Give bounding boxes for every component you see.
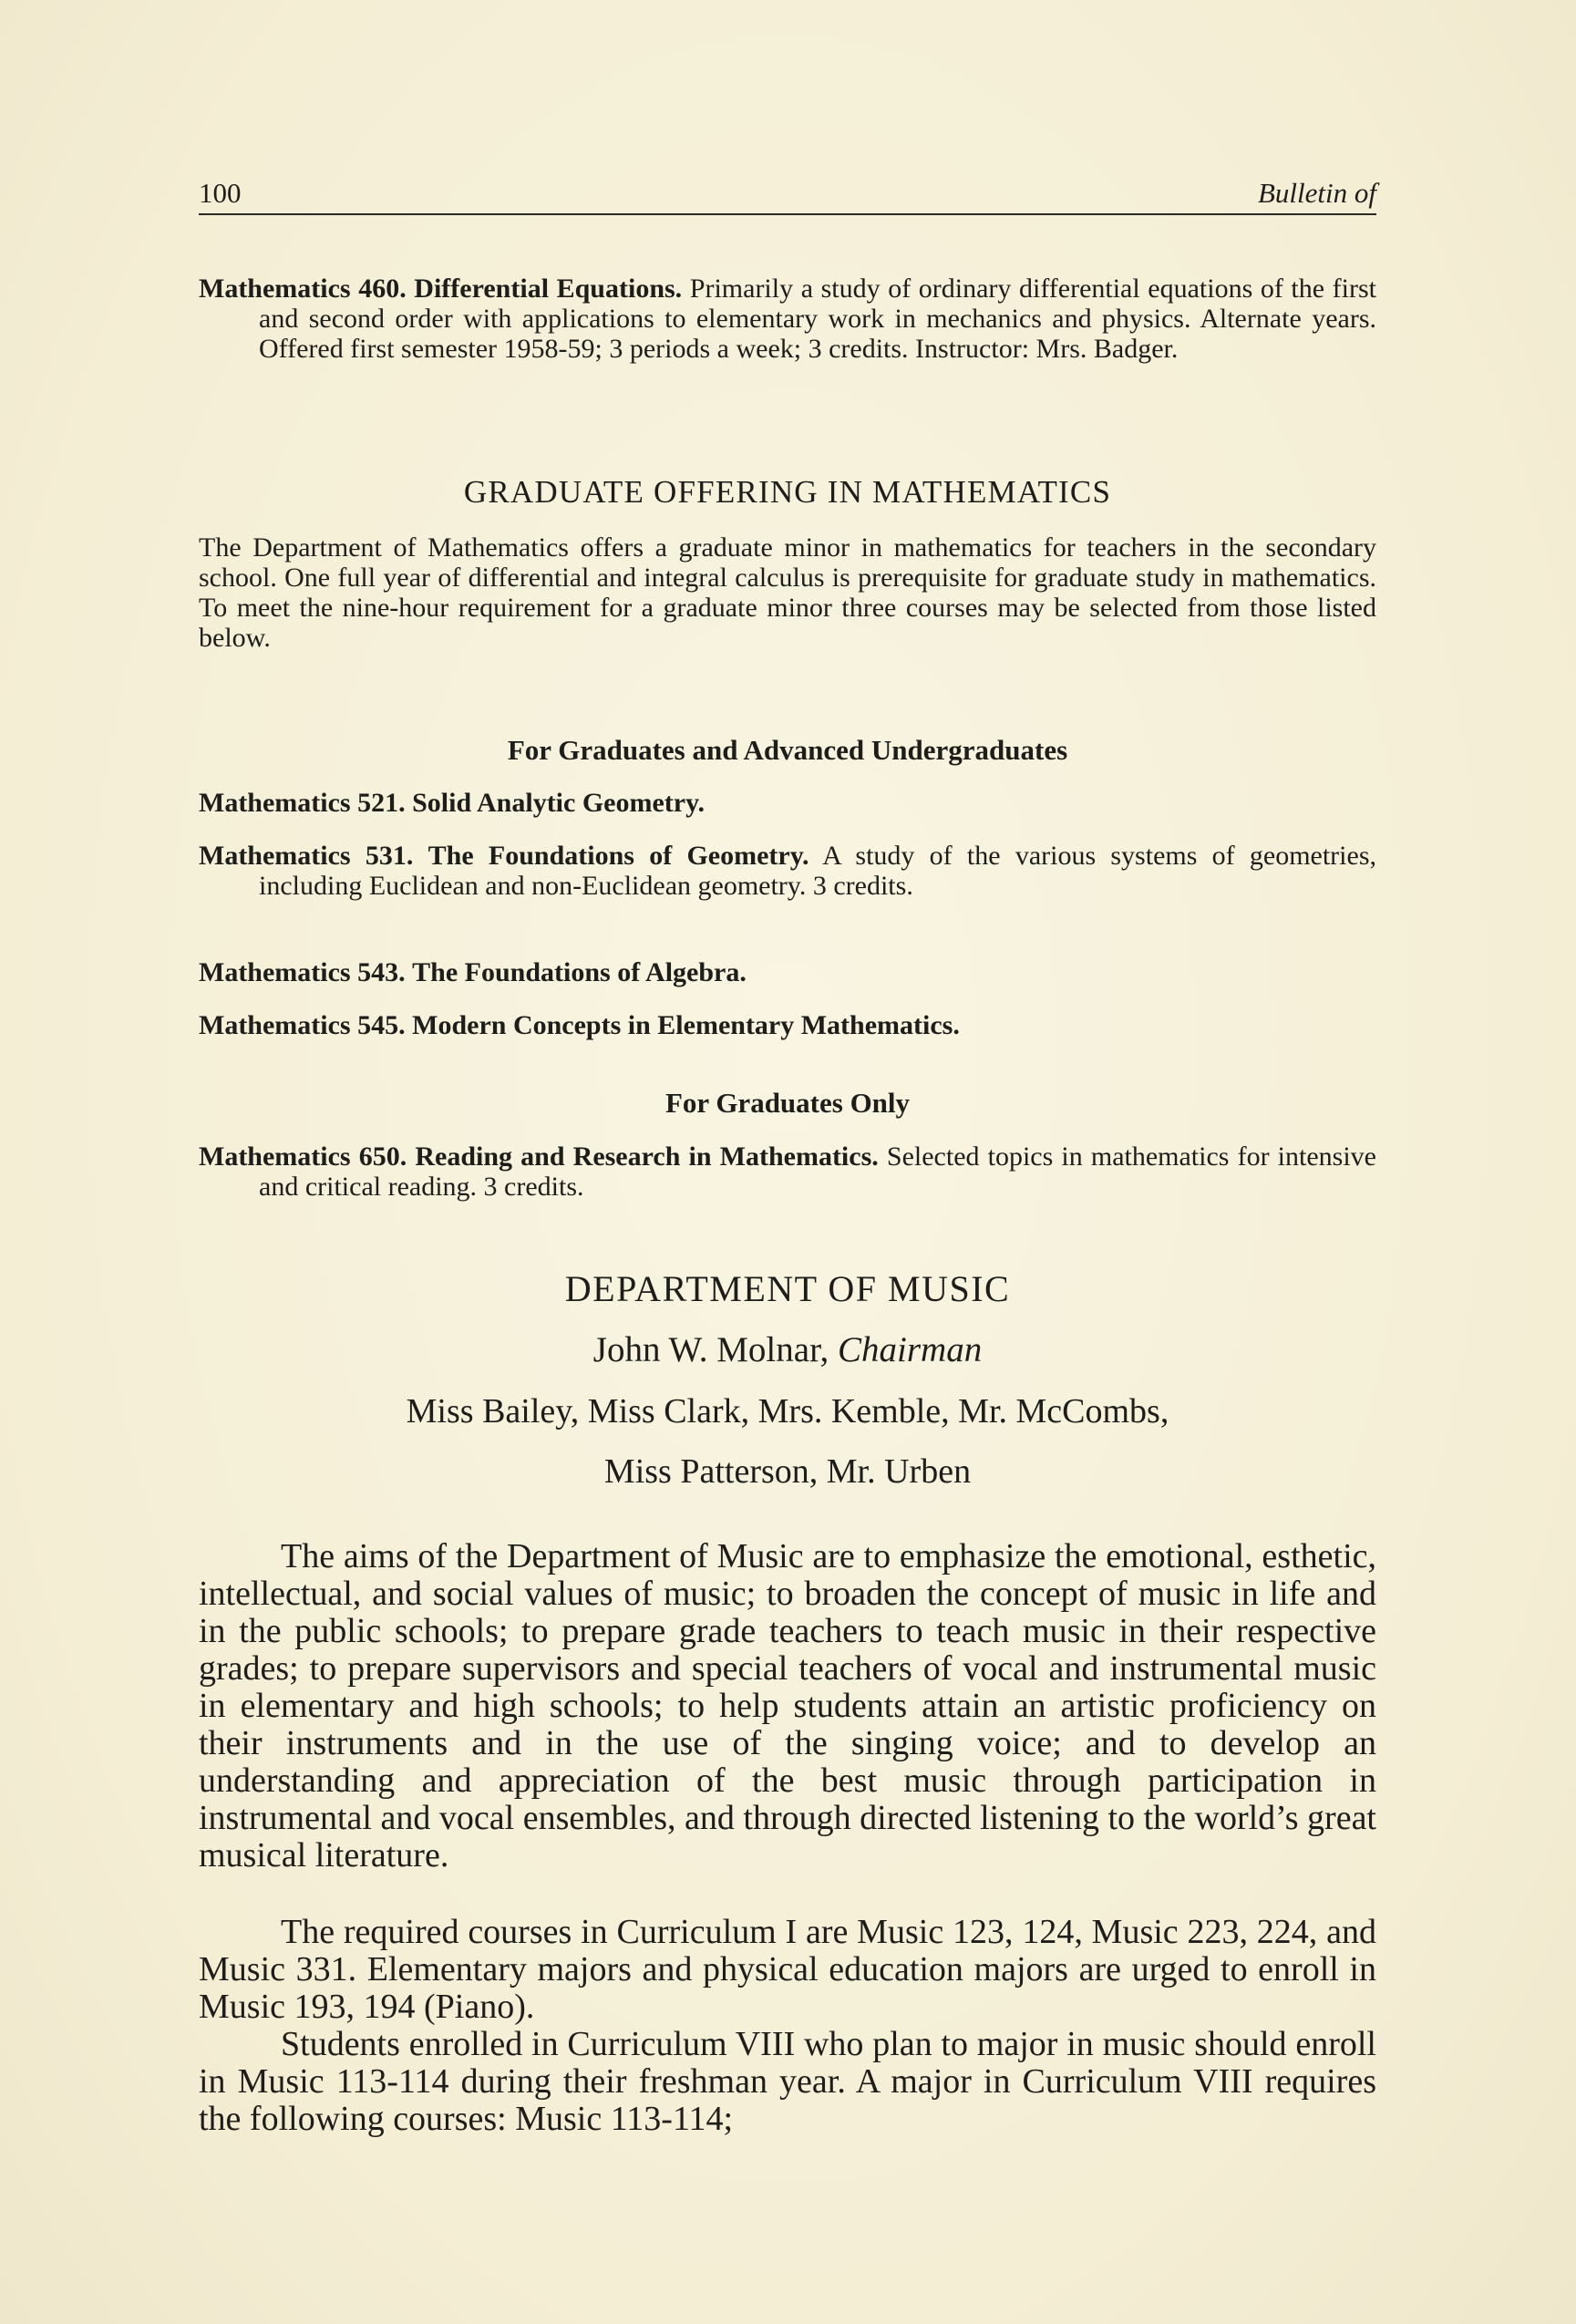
music-aims-block	[199, 1538, 1376, 1875]
page-header	[199, 171, 1376, 215]
music-curriculum-block	[199, 2026, 1376, 2138]
course-number: Mathematics 460.	[199, 274, 407, 304]
course-description: Selected topics in mathematics for intensive and critical reading. 3 credits.	[259, 1141, 1376, 1202]
advanced-subhead-block	[199, 734, 1376, 767]
course-entry-545	[199, 1010, 1376, 1040]
section-heading: GRADUATE OFFERING IN MATHEMATICS	[463, 474, 1112, 510]
music-required-block	[199, 1914, 1376, 2026]
subheading-graduates-only: For Graduates Only	[664, 1087, 911, 1119]
music-aims-paragraph: The aims of the Department of Music are to emphasize the emotional, esthetic, intellectual, and social values of music; to broaden the concept of music in life and in the public schools; to prepare grade teachers to teach music in their respective grades; to prepare supervisors and special teachers of vocal and instrumental music in elementary and high schools; to help students attain an artistic proficiency on their instruments and in the use of the singing voice; and to develop an understanding and appreciation of the best music through participation in instrumental and vocal ensembles, and through directed listening to the world’s great musical literature.	[199, 1537, 1376, 1875]
department-heading: DEPARTMENT OF MUSIC	[564, 1268, 1011, 1309]
chairman-role: Chairman	[838, 1330, 983, 1369]
running-title: Bulletin of	[1257, 177, 1376, 209]
graduates-only-subhead-block	[199, 1087, 1376, 1120]
chairman-line	[199, 1329, 1376, 1370]
course-title: Differential Equations.	[414, 274, 683, 304]
graduate-intro-block	[199, 532, 1376, 653]
course-entry-650	[199, 1141, 1376, 1202]
course-entry-460	[199, 274, 1376, 364]
course-title: Modern Concepts in Elementary Mathematics.	[412, 1010, 960, 1040]
staff-block-1	[199, 1391, 1376, 1431]
course-number: Mathematics 545.	[199, 1010, 406, 1040]
course-entry-543	[199, 957, 1376, 987]
chairman-block	[199, 1329, 1376, 1370]
course-title: Reading and Research in Mathematics.	[415, 1141, 879, 1172]
course-number: Mathematics 543.	[199, 957, 406, 987]
course-number: Mathematics 521.	[199, 788, 406, 818]
chairman-name: John W. Molnar,	[592, 1330, 829, 1369]
course-description: Primarily a study of ordinary differential equations of the first and second order with applications to elementary work in mechanics and physics. Alternate years. Offered first semester 1958-59; 3 periods a week; 3 credits. Instructor: Mrs. Badger.	[259, 274, 1376, 364]
staff-line-2: Miss Patterson, Mr. Urben	[603, 1452, 972, 1491]
course-title: The Foundations of Algebra.	[412, 957, 747, 987]
course-entry-521	[199, 788, 1376, 818]
graduate-intro: The Department of Mathematics offers a graduate minor in mathematics for teachers in the secondary school. One full year of differential and integral calculus is prerequisite for graduate study in mathematics. To meet the nine-hour requirement for a graduate minor three courses may be selected from those listed below.	[199, 532, 1376, 653]
music-heading-block	[199, 1267, 1376, 1310]
course-entry-531	[199, 841, 1376, 901]
course-number: Mathematics 650.	[199, 1141, 407, 1172]
course-number: Mathematics 531.	[199, 841, 414, 871]
course-title: Solid Analytic Geometry.	[412, 788, 705, 818]
subheading-advanced: For Graduates and Advanced Undergraduates	[507, 734, 1068, 766]
page-number: 100	[199, 177, 242, 209]
music-required-paragraph: The required courses in Curriculum I are Music 123, 124, Music 223, 224, and Music 331. Elementary majors and physical education majors are urged to enroll in Music 193, 194 (Piano).	[199, 1913, 1376, 2026]
staff-line-1: Miss Bailey, Miss Clark, Mrs. Kemble, Mr. McCombs,	[406, 1392, 1169, 1431]
course-title: The Foundations of Geometry.	[427, 841, 809, 871]
staff-block-2	[199, 1451, 1376, 1492]
graduate-heading-block	[199, 474, 1376, 511]
music-curriculum-paragraph: Students enrolled in Curriculum VIII who plan to major in music should enroll in Music 113-114 during their freshman year. A major in Curriculum VIII requires the following courses: Music 113-114;	[199, 2025, 1376, 2138]
course-description: A study of the various systems of geometries, including Euclidean and non-Euclidean geometry. 3 credits.	[259, 841, 1376, 901]
